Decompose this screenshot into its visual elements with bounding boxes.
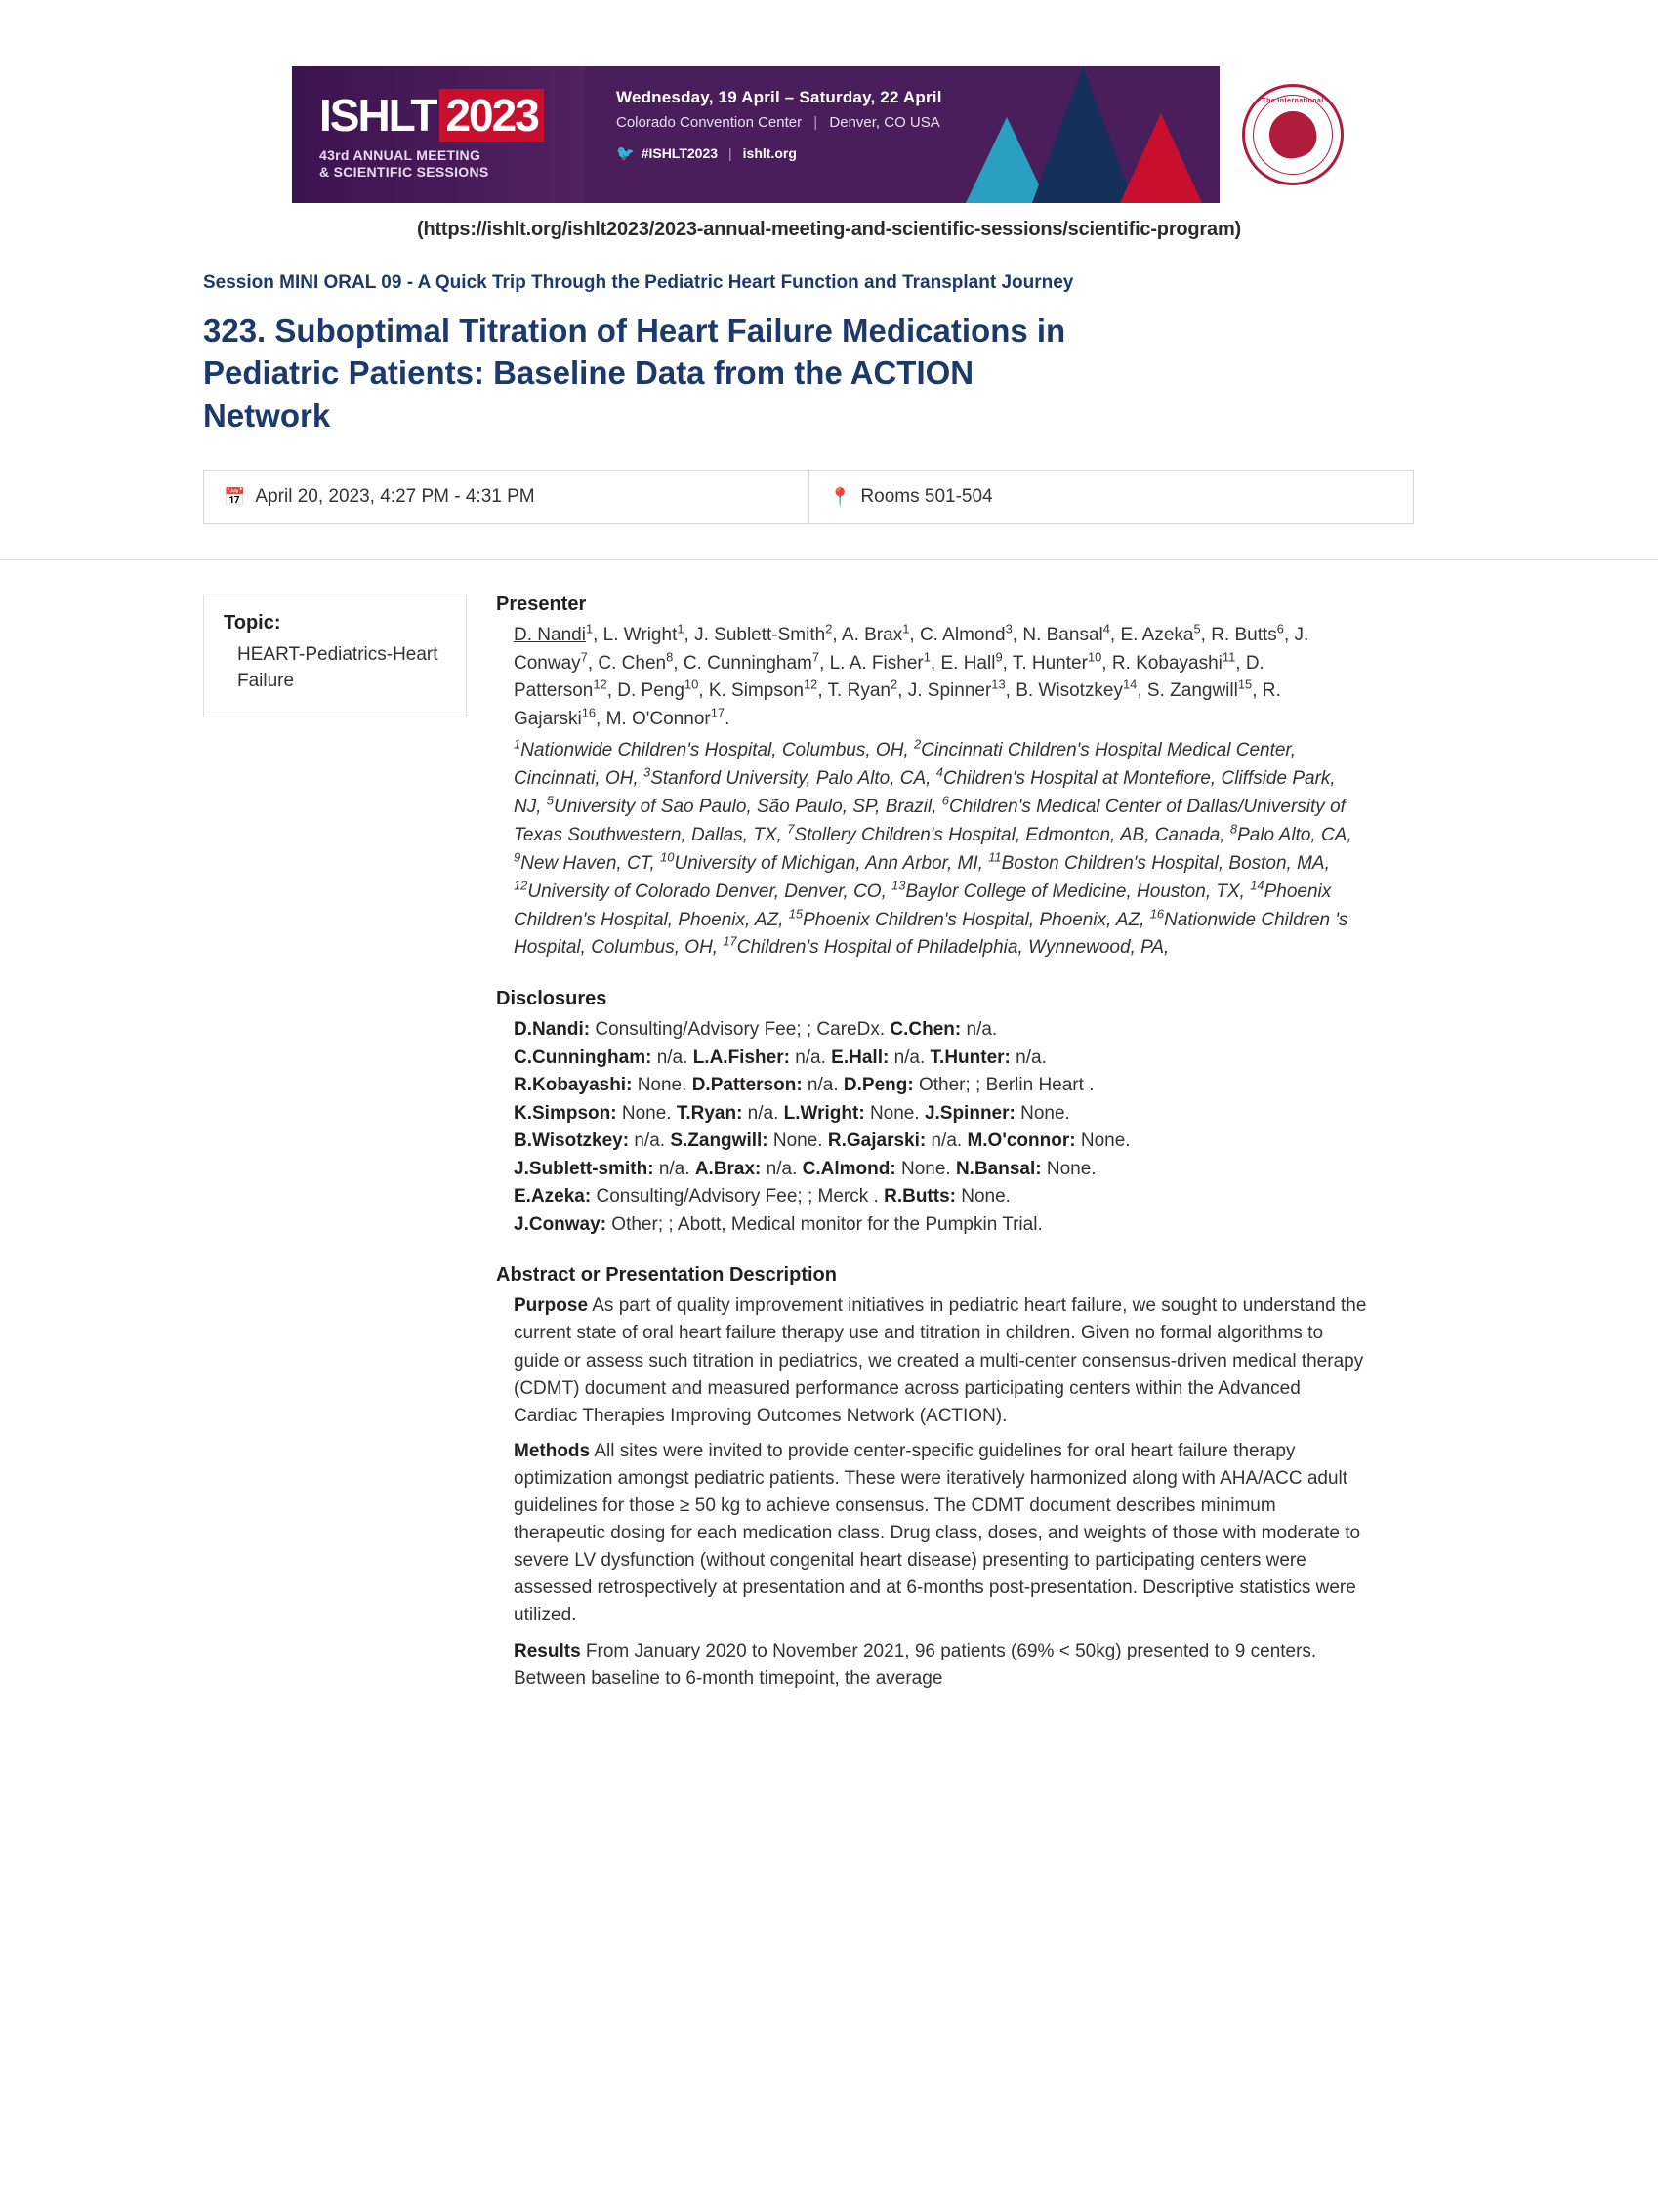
- session-datetime-text: April 20, 2023, 4:27 PM - 4:31 PM: [255, 486, 535, 508]
- disclosure-line: K.Simpson: None. T.Ryan: n/a. L.Wright: None. J.Spinner: None.: [514, 1102, 1070, 1124]
- ishlt-seal-icon: [1242, 84, 1344, 185]
- sidebar-column: [203, 594, 488, 1693]
- seal-heart-icon: [1265, 107, 1321, 163]
- session-meta-bar: [203, 470, 1414, 524]
- divider: [0, 559, 1658, 560]
- banner-social: [616, 144, 1220, 162]
- abstract-paragraph: Purpose As part of quality improvement initiatives in pediatric heart failure, we sought to understand the current state of oral heart failure therapy use and titration in children. Given no formal algorithms to guide or assess such titration in pediatrics, we created a multi-center consensus-driven medical therapy (CDMT) document and measured performance across participating centers within the Advanced Cardiac Therapies Improving Outcomes Network (ACTION).: [514, 1295, 1367, 1426]
- disclosure-line: C.Cunningham: n/a. L.A.Fisher: n/a. E.Hall: n/a. T.Hunter: n/a.: [514, 1046, 1047, 1068]
- abstract-heading: Abstract or Presentation Description: [496, 1264, 837, 1287]
- scientific-sessions-line: & SCIENTIFIC SESSIONS: [319, 164, 489, 180]
- author-list: D. Nandi$^1$, L. Wright$^1$, J. Sublett-Smith$^2$, A. Brax$^1$, C. Almond$^3$, N. Bansal$^4$, E. Azeka$^5$, R. Butts$^6$, J. Conway$^7$, C. Chen$^8$, C. Cunningham$^7$, L. A. Fisher$^1$, E. Hall$^9$, T. Hunter$^{10}$, R. Kobayashi$^{11}$, D. Patterson$^{12}$, D. Peng$^{10}$, K. Simpson$^{12}$, T. Ryan$^2$, J. Spinner$^{13}$, B. Wisotzkey$^{14}$, S. Zangwill$^{15}$, R. Gajarski$^{16}$, M. O'Connor$^{17}$.: [514, 621, 1309, 729]
- disclosure-line: R.Kobayashi: None. D.Patterson: n/a. D.Peng: Other; ; Berlin Heart .: [514, 1075, 1095, 1096]
- session-datetime: [204, 471, 809, 523]
- session-location-text: Rooms 501-504: [860, 486, 993, 508]
- abstract-block: [496, 1292, 1367, 1693]
- banner-details: [585, 66, 1220, 203]
- banner-hashtag: #ISHLT2023: [641, 145, 719, 161]
- map-pin-icon: 📍: [829, 486, 851, 507]
- disclosure-line: J.Conway: Other; ; Abott, Medical monitor for the Pumpkin Trial.: [514, 1213, 1043, 1235]
- disclosure-line: J.Sublett-smith: n/a. A.Brax: n/a. C.Almond: None. N.Bansal: None.: [514, 1158, 1097, 1179]
- document-page: [0, 66, 1658, 1693]
- ishlt-logo: [319, 89, 585, 142]
- disclosure-line: E.Azeka: Consulting/Advisory Fee; ; Merck . R.Butts: None.: [514, 1186, 1011, 1208]
- calendar-icon: 📅: [224, 486, 246, 507]
- session-location: [809, 471, 1013, 523]
- twitter-icon: 🐦: [616, 145, 635, 162]
- venue-name: Colorado Convention Center: [616, 114, 803, 131]
- topic-value: HEART-Pediatrics-Heart Failure: [237, 644, 438, 692]
- presenter-block: [496, 622, 1367, 963]
- topic-label: Topic:: [224, 612, 281, 635]
- ishlt-logo-year: 2023: [439, 89, 543, 142]
- disclosures-heading: Disclosures: [496, 988, 607, 1010]
- page-title: 323. Suboptimal Titration of Heart Failure Medications in Pediatric Patients: Baseline Data from the ACTION Network: [203, 311, 1066, 433]
- disclosure-line: B.Wisotzkey: n/a. S.Zangwill: None. R.Gajarski: n/a. M.O'connor: None.: [514, 1130, 1131, 1152]
- banner-graphic: [292, 66, 1366, 203]
- venue-city: Denver, CO USA: [829, 114, 940, 131]
- seal-top-text: The International: [1262, 98, 1324, 104]
- annual-meeting-line: 43rd ANNUAL MEETING: [319, 146, 481, 163]
- program-url[interactable]: (https://ishlt.org/ishlt2023/2023-annual-meeting-and-scientific-sessions/scientific-program): [416, 219, 1241, 240]
- banner-logo-block: [292, 66, 585, 203]
- disclosure-line: D.Nandi: Consulting/Advisory Fee; ; CareDx. C.Chen: n/a.: [514, 1019, 998, 1041]
- social-separator: |: [728, 145, 732, 161]
- conference-banner: [292, 66, 1366, 241]
- abstract-paragraph: Methods All sites were invited to provide center-specific guidelines for oral heart failure therapy optimization amongst pediatric patients. These were iteratively harmonized along with AHA/ACC adult guidelines for those ≥ 50 kg to achieve consensus. The CDMT document describes minimum therapeutic dosing for each medication class. Drug class, doses, and weights of those with moderate to severe LV dysfunction (without congenital heart disease) presenting to participating centers were assessed retrospectively at presentation and at 6-months post-presentation. Descriptive statistics were utilized.: [514, 1440, 1361, 1626]
- banner-website: ishlt.org: [742, 145, 797, 161]
- ishlt-logo-text: ISHLT: [319, 89, 436, 141]
- banner-dates: Wednesday, 19 April – Saturday, 22 April: [616, 88, 942, 106]
- banner-venue: [616, 114, 1220, 131]
- document-body: [0, 594, 1658, 1693]
- session-name: Session MINI ORAL 09 - A Quick Trip Through the Pediatric Heart Function and Transplant Journey: [203, 272, 1074, 293]
- venue-separator: |: [813, 114, 818, 131]
- disclosures-block: [496, 1016, 1367, 1239]
- topic-box: [203, 594, 467, 717]
- banner-seal-block: [1220, 66, 1366, 203]
- presenter-heading: Presenter: [496, 594, 587, 616]
- abstract-paragraph: Results From January 2020 to November 2021, 96 patients (69% < 50kg) presented to 9 centers. Between baseline to 6-month timepoint, the average: [514, 1640, 1317, 1689]
- ishlt-logo-subtitle: [319, 147, 585, 182]
- main-column: [488, 594, 1367, 1693]
- affiliation-list: $^1$Nationwide Children's Hospital, Columbus, OH, $^2$Cincinnati Children's Hospital Medical Center, Cincinnati, OH, $^3$Stanford University, Palo Alto, CA, $^4$Children's Hospital at Montefiore, Cliffside Park, NJ, $^5$University of Sao Paulo, São Paulo, SP, Brazil, $^6$Children's Medical Center of Dallas/University of Texas Southwestern, Dallas, TX, $^7$Stollery Children's Hospital, Edmonton, AB, Canada, $^8$Palo Alto, CA, $^9$New Haven, CT, $^{10}$University of Michigan, Ann Arbor, MI, $^{11}$Boston Children's Hospital, Boston, MA, $^{12}$University of Colorado Denver, Denver, CO, $^{13}$Baylor College of Medicine, Houston, TX, $^{14}$Phoenix Children's Hospital, Phoenix, AZ, $^{15}$Phoenix Children's Hospital, Phoenix, AZ, $^{16}$Nationwide Children 's Hospital, Columbus, OH, $^{17}$Children's Hospital of Philadelphia, Wynnewood, PA,: [514, 736, 1352, 959]
